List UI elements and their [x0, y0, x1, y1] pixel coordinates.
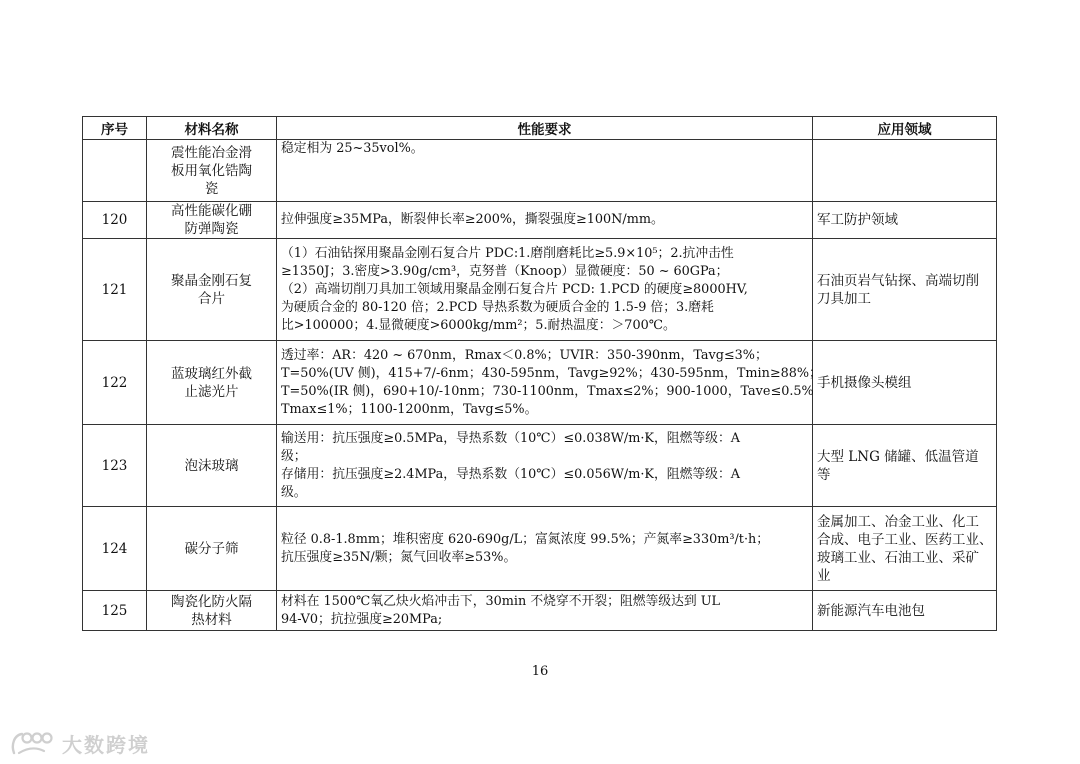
table-row: [83, 140, 997, 202]
table-row: [83, 202, 997, 239]
table-row: [83, 239, 997, 341]
cell-material-name: [147, 507, 277, 591]
cell-application-line: 等: [817, 466, 831, 483]
cell-application-line: 手机摄像头模组: [817, 374, 912, 391]
cell-performance-line: 为硬质合金的 80-120 倍；2.PCD 导热系数为硬质合金的 1.5-9 倍；3.磨耗: [281, 299, 714, 315]
cell-performance-line: （2）高端切削刀具加工领域用聚晶金刚石复合片 PCD: 1.PCD 的硬度≥8000HV,: [281, 281, 748, 297]
cell-performance-line: 粒径 0.8-1.8mm；堆积密度 620-690g/L；富氮浓度 99.5%；产氮率≥330m³/t·h；: [281, 531, 770, 547]
cell-no: 120: [83, 202, 147, 239]
cell-performance-line: 94-V0；抗拉强度≥20MPa;: [281, 611, 443, 627]
header-performance: 性能要求: [277, 117, 813, 140]
cell-performance: [277, 341, 822, 425]
cell-material-name-line: 板用氧化锆陶: [171, 162, 252, 179]
page-number: 16: [531, 664, 549, 679]
cell-performance-line: ≥1350J；3.密度>3.90g/cm³，克努普（Knoop）显微硬度：50 ~ 60GPa；: [281, 263, 729, 279]
cell-no: 122: [83, 341, 147, 425]
table-row: [83, 425, 997, 507]
cell-performance-line: 存储用：抗压强度≥2.4MPa，导热系数（10℃）≤0.056W/m·K，阻燃等级：A: [281, 466, 741, 482]
cell-application-line: 新能源汽车电池包: [817, 602, 925, 619]
cell-no: 125: [83, 591, 147, 631]
cell-no: 123: [83, 425, 147, 507]
cell-material-name-line: 震性能冶金滑: [171, 144, 252, 161]
cell-performance: [277, 239, 813, 341]
cell-material-name-line: 合片: [198, 290, 225, 307]
cell-performance-line: Tmax≤1%；1100-1200nm，Tavg≤5%。: [281, 401, 538, 417]
cell-application-line: 业: [817, 567, 831, 584]
cell-application: [813, 239, 997, 341]
cell-material-name-line: 高性能碳化硼: [171, 203, 252, 219]
cell-performance-line: 级；: [281, 448, 307, 464]
cell-application: [813, 591, 997, 631]
cell-application-line: 玻璃工业、石油工业、采矿: [817, 549, 979, 566]
cell-performance: [277, 591, 813, 631]
cell-material-name-line: 瓷: [204, 180, 219, 197]
cell-performance-line: 透过率：AR：420 ~ 670nm，Rmax＜0.8%；UVIR：350-390nm，Tavg≤3%；: [281, 347, 768, 363]
cell-application-line: 军工防护领域: [817, 212, 898, 228]
cell-material-name-line: 聚晶金刚石复: [171, 272, 252, 289]
cell-performance: [277, 425, 813, 507]
cell-material-name: [147, 140, 277, 202]
cell-performance-line: 级。: [281, 484, 307, 500]
cell-material-name-line: 蓝玻璃红外截: [171, 365, 252, 382]
cell-application-line: 石油页岩气钻探、高端切削: [817, 272, 979, 289]
cell-performance-line: 比>100000；4.显微硬度>6000kg/mm²；5.耐热温度：＞700℃。: [281, 317, 676, 333]
cell-no: [83, 140, 147, 202]
table-header-row: [83, 117, 997, 140]
table-body: [83, 140, 997, 631]
table-row: [83, 507, 997, 591]
cell-performance-line: 拉伸强度≥35MPa，断裂伸长率≥200%，撕裂强度≥100N/mm。: [281, 212, 664, 227]
cell-performance: [277, 140, 813, 202]
cell-performance-line: （1）石油钻探用聚晶金刚石复合片 PDC:1.磨削磨耗比≥5.9×10⁵；2.抗冲击性: [281, 245, 734, 261]
cell-application-line: 刀具加工: [817, 290, 871, 307]
cell-performance-line: 材料在 1500℃氧乙炔火焰冲击下，30min 不烧穿不开裂；阻燃等级达到 UL: [281, 593, 721, 609]
table-row: [83, 341, 997, 425]
cell-material-name: [147, 202, 277, 239]
cell-application-line: 大型 LNG 储罐、低温管道: [817, 448, 979, 465]
watermark-text: 大数跨境: [62, 732, 150, 757]
cell-performance-line: 输送用：抗压强度≥0.5MPa，导热系数（10℃）≤0.038W/m·K，阻燃等级：A: [281, 430, 741, 446]
cell-material-name: [147, 425, 277, 507]
cell-application: [813, 507, 997, 591]
cell-application: [813, 341, 997, 425]
cell-performance: [277, 507, 813, 591]
cell-application: [813, 425, 997, 507]
cell-application-line: 金属加工、冶金工业、化工: [817, 513, 979, 530]
cell-material-name: [147, 239, 277, 341]
cell-material-name-line: 泡沫玻璃: [184, 457, 239, 474]
cell-performance-line: 稳定相为 25~35vol%。: [281, 141, 424, 156]
cell-no: 121: [83, 239, 147, 341]
cell-material-name-line: 防弹陶瓷: [184, 221, 239, 237]
cell-no: 124: [83, 507, 147, 591]
cell-material-name-line: 热材料: [191, 611, 232, 628]
table-row: [83, 591, 997, 631]
brand-logo-icon: [10, 729, 56, 757]
cell-material-name: [147, 591, 277, 631]
materials-table: [82, 116, 997, 631]
cell-application-line: 合成、电子工业、医药工业、: [817, 531, 993, 548]
header-no: 序号: [83, 117, 147, 140]
cell-application: [813, 140, 997, 202]
watermark: [10, 727, 150, 759]
cell-material-name: [147, 341, 277, 425]
cell-performance-line: T=50%(UV 侧)，415+7/-6nm；430-595nm，Tavg≥92%；430-595nm，Tmin≥88%；: [281, 365, 822, 381]
cell-material-name-line: 碳分子筛: [184, 540, 239, 557]
cell-application: [813, 202, 997, 239]
cell-material-name-line: 陶瓷化防火隔: [171, 593, 252, 610]
cell-performance-line: 抗压强度≥35N/颗；氮气回收率≥53%。: [281, 549, 517, 565]
header-material-name: 材料名称: [147, 117, 277, 140]
header-application: 应用领域: [813, 117, 997, 140]
cell-performance: [277, 202, 813, 239]
cell-performance-line: T=50%(IR 侧)，690+10/-10nm；730-1100nm，Tmax≤2%；900-1000，Tave≤0.5%: [281, 383, 814, 399]
cell-material-name-line: 止滤光片: [184, 383, 239, 400]
